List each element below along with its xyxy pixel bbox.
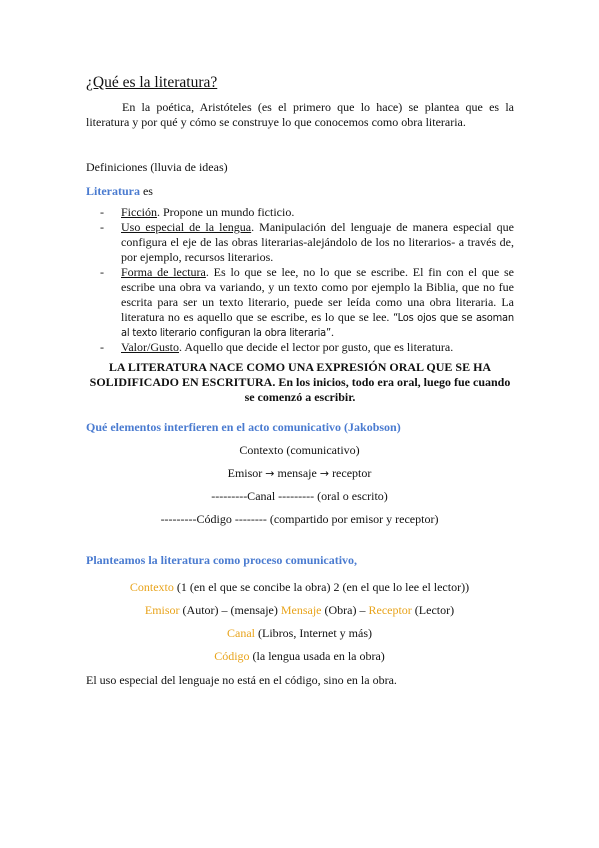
item-quote: “Los ojos que se asoman al texto literario configuran la obra literaria”	[121, 311, 514, 339]
canal-process-line	[0, 626, 599, 641]
item-term: Ficción	[121, 205, 157, 219]
literatura-label: Literatura	[86, 184, 140, 198]
headline-bold: LA LITERATURA NACE COMO UNA EXPRESIÓN ORAL QUE SE HA SOLIDIFICADO EN ESCRITURA. En los inicios, todo era oral, luego fue cuando se comenzó a escribir.	[89, 360, 511, 404]
canal-line: ---------Canal --------- (oral o escrito)	[211, 489, 388, 503]
codigo-label: Código	[214, 649, 250, 663]
arrow-icon: →	[319, 467, 330, 480]
literatura-es: es	[139, 184, 153, 198]
intro-text: En la poética, Aristóteles (es el primero que lo hace) se plantea que es la literatura y por qué y cómo se construye lo que conocemos como obra literaria.	[86, 100, 514, 129]
item-text: . Es lo que se lee, no lo que se escribe. El fin con el que se escribe una obra va variando, y un texto como por ejemplo la Biblia, que no fue escrita para ser un texto literario, puede ser leída como una obra literaria. La literatura no es aquello que se escribe, es lo que se lee.	[121, 265, 514, 324]
contexto-line: Contexto (comunicativo)	[239, 443, 360, 457]
emisor-label: Emisor	[144, 603, 180, 617]
list-item	[86, 340, 514, 355]
mensaje-text: (Obra) –	[321, 603, 369, 617]
literatura-line	[86, 184, 153, 199]
final-sentence: El uso especial del lenguaje no está en el código, sino en la obra.	[86, 673, 397, 687]
item-text: . Propone un mundo ficticio.	[157, 205, 295, 219]
arrow-icon: →	[265, 467, 275, 480]
mensaje-label: Mensaje	[280, 603, 322, 617]
item-term: Uso especial de la lengua	[121, 220, 252, 234]
item-term: Valor/Gusto	[121, 340, 179, 354]
canal-text: (Libros, Internet y más)	[255, 626, 372, 640]
contexto-process-line	[0, 580, 599, 595]
receptor-label: Receptor	[368, 603, 412, 617]
codigo-text: (la lengua usada en la obra)	[249, 649, 385, 663]
contexto-label: Contexto	[129, 580, 174, 594]
item-after: .	[330, 325, 334, 339]
list-item	[86, 265, 514, 340]
emisor-line	[0, 466, 599, 481]
intro-paragraph	[86, 100, 514, 130]
list-item	[86, 220, 514, 265]
mensaje-word: mensaje	[277, 466, 317, 480]
canal-label: Canal	[227, 626, 256, 640]
emisor-word: Emisor	[227, 466, 263, 480]
page-title: ¿Qué es la literatura?	[86, 74, 218, 91]
definitions-list	[86, 205, 514, 355]
emisor-text: (Autor) – (mensaje)	[179, 603, 281, 617]
codigo-process-line	[0, 649, 599, 664]
codigo-line: ---------Código -------- (compartido por emisor y receptor)	[160, 512, 439, 526]
receptor-text: (Lector)	[411, 603, 455, 617]
section1-heading: Qué elementos interfieren en el acto comunicativo (Jakobson)	[86, 420, 401, 434]
item-text: . Manipulación del lenguaje de manera especial que configura el eje de las obras literarias-alejándolo de los no literarios- a través de, por ejemplo, recursos literarios.	[121, 220, 515, 264]
item-term: Forma de lectura	[121, 265, 206, 279]
contexto-text: (1 (en el que se concibe la obra) 2 (en el que lo lee el lector))	[173, 580, 470, 594]
emisor-process-line	[0, 603, 599, 618]
section2-heading: Planteamos la literatura como proceso comunicativo,	[86, 553, 358, 567]
definitions-heading: Definiciones (lluvia de ideas)	[86, 160, 228, 174]
item-text: . Aquello que decide el lector por gusto, que es literatura.	[179, 340, 454, 354]
list-item	[86, 205, 514, 220]
receptor-word: receptor	[332, 466, 372, 480]
